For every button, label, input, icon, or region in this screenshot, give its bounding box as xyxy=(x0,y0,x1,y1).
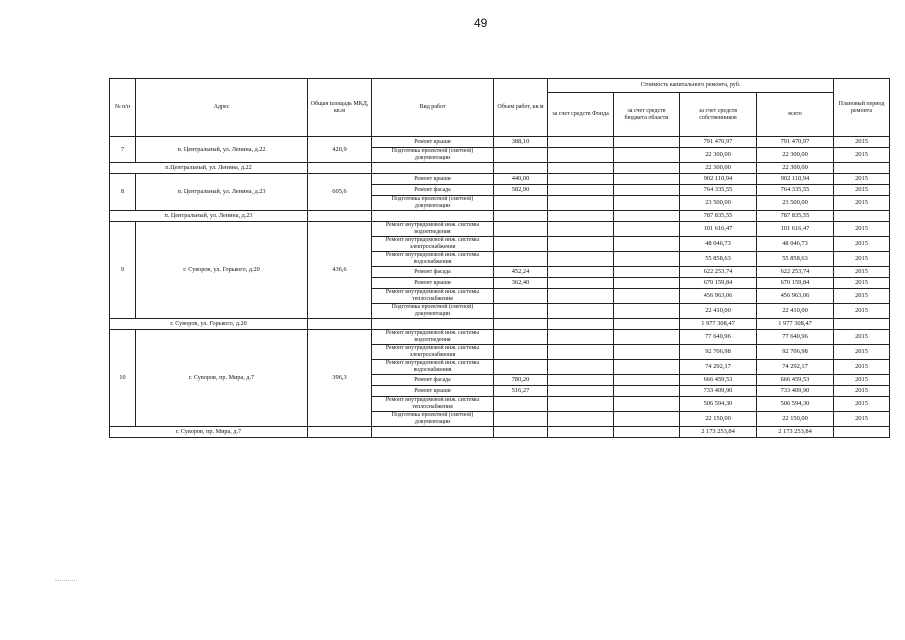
total-cost-cell: 764 335,55 xyxy=(757,185,834,196)
volume-cell xyxy=(494,304,548,319)
subtotal-volume xyxy=(494,427,548,438)
period-cell: 2015 xyxy=(834,360,890,375)
subtotal-fund xyxy=(548,163,614,174)
subtotal-period xyxy=(834,211,890,222)
fund-cell xyxy=(548,386,614,397)
total-cost-cell: 902 110,94 xyxy=(757,174,834,185)
total-cost-cell: 506 594,30 xyxy=(757,397,834,412)
header-volume: Объем работ, кв.м xyxy=(494,79,548,137)
total-cost-cell: 22 300,00 xyxy=(757,148,834,163)
subtotal-row xyxy=(110,427,890,438)
total-cost-cell: 77 640,96 xyxy=(757,330,834,345)
fund-cell xyxy=(548,185,614,196)
volume-cell xyxy=(494,330,548,345)
volume-cell xyxy=(494,222,548,237)
work-type-cell: Ремонт внутридомовой инж. системы теплоснабжения xyxy=(372,289,494,304)
header-owners: за счет средств собственников xyxy=(680,93,757,137)
volume-cell: 388,10 xyxy=(494,137,548,148)
table-row xyxy=(110,222,890,237)
fund-cell xyxy=(548,289,614,304)
subtotal-address: г. Суворов, пр. Мира, д.7 xyxy=(110,427,308,438)
budget-cell xyxy=(614,196,680,211)
owners-cost-cell: 77 640,96 xyxy=(680,330,757,345)
subtotal-volume xyxy=(494,211,548,222)
table-row xyxy=(110,330,890,345)
owners-cost-cell: 22 150,00 xyxy=(680,412,757,427)
fund-cell xyxy=(548,397,614,412)
area-cell: 605,6 xyxy=(308,174,372,211)
total-cost-cell: 101 616,47 xyxy=(757,222,834,237)
total-cost-cell: 55 858,63 xyxy=(757,252,834,267)
period-cell: 2015 xyxy=(834,412,890,427)
period-cell: 2015 xyxy=(834,174,890,185)
fund-cell xyxy=(548,174,614,185)
work-type-cell: Ремонт внутридомовой инж. системы водоснабжения xyxy=(372,252,494,267)
subtotal-budget xyxy=(614,427,680,438)
fund-cell xyxy=(548,360,614,375)
period-cell: 2015 xyxy=(834,185,890,196)
owners-cost-cell: 22 300,00 xyxy=(680,148,757,163)
period-cell: 2015 xyxy=(834,330,890,345)
subtotal-total: 1 977 308,47 xyxy=(757,319,834,330)
subtotal-total: 22 300,00 xyxy=(757,163,834,174)
fund-cell xyxy=(548,278,614,289)
subtotal-period xyxy=(834,163,890,174)
budget-cell xyxy=(614,137,680,148)
address-cell: п. Центральный, ул. Ленина, д.22 xyxy=(136,137,308,163)
subtotal-total: 2 173 253,84 xyxy=(757,427,834,438)
subtotal-address: п. Центральный, ул. Ленина, д.23 xyxy=(110,211,308,222)
owners-cost-cell: 733 409,90 xyxy=(680,386,757,397)
subtotal-address: п.Центральный, ул. Ленина, д.22 xyxy=(110,163,308,174)
subtotal-total: 787 835,55 xyxy=(757,211,834,222)
total-cost-cell: 22 410,00 xyxy=(757,304,834,319)
volume-cell xyxy=(494,345,548,360)
row-number: 10 xyxy=(110,330,136,427)
subtotal-budget xyxy=(614,211,680,222)
area-cell: 436,6 xyxy=(308,222,372,319)
subtotal-area xyxy=(308,427,372,438)
period-cell: 2015 xyxy=(834,222,890,237)
fund-cell xyxy=(548,330,614,345)
table-body xyxy=(110,137,890,438)
area-cell: 420,9 xyxy=(308,137,372,163)
volume-cell: 452,24 xyxy=(494,267,548,278)
capital-repair-table xyxy=(109,78,890,438)
total-cost-cell: 670 159,84 xyxy=(757,278,834,289)
work-type-cell: Ремонт внутридомовой инж. системы электроснабжения xyxy=(372,237,494,252)
subtotal-work xyxy=(372,211,494,222)
table-row xyxy=(110,137,890,148)
header-address: Адрес xyxy=(136,79,308,137)
fund-cell xyxy=(548,148,614,163)
budget-cell xyxy=(614,345,680,360)
page-number: 49 xyxy=(474,16,488,30)
table-row xyxy=(110,174,890,185)
period-cell: 2015 xyxy=(834,304,890,319)
volume-cell xyxy=(494,148,548,163)
owners-cost-cell: 74 292,17 xyxy=(680,360,757,375)
work-type-cell: Ремонт внутридомовой инж. системы теплоснабжения xyxy=(372,397,494,412)
work-type-cell: Ремонт внутридомовой инж. системы водоотведения xyxy=(372,222,494,237)
volume-cell xyxy=(494,397,548,412)
volume-cell xyxy=(494,252,548,267)
budget-cell xyxy=(614,304,680,319)
period-cell: 2015 xyxy=(834,267,890,278)
budget-cell xyxy=(614,148,680,163)
period-cell: 2015 xyxy=(834,148,890,163)
row-number: 7 xyxy=(110,137,136,163)
header-total: всего xyxy=(757,93,834,137)
subtotal-volume xyxy=(494,319,548,330)
subtotal-owners: 787 835,55 xyxy=(680,211,757,222)
subtotal-area xyxy=(308,319,372,330)
subtotal-area xyxy=(308,163,372,174)
period-cell: 2015 xyxy=(834,278,890,289)
volume-cell xyxy=(494,360,548,375)
address-cell: г. Суворов, пр. Мира, д.7 xyxy=(136,330,308,427)
owners-cost-cell: 791 470,97 xyxy=(680,137,757,148)
total-cost-cell: 791 470,97 xyxy=(757,137,834,148)
subtotal-work xyxy=(372,319,494,330)
work-type-cell: Подготовка проектной (сметной) документации xyxy=(372,304,494,319)
budget-cell xyxy=(614,330,680,345)
address-cell: п. Центральный, ул. Ленина, д.23 xyxy=(136,174,308,211)
fund-cell xyxy=(548,345,614,360)
subtotal-budget xyxy=(614,163,680,174)
work-type-cell: Ремонт фасада xyxy=(372,267,494,278)
budget-cell xyxy=(614,237,680,252)
budget-cell xyxy=(614,267,680,278)
budget-cell xyxy=(614,222,680,237)
fund-cell xyxy=(548,252,614,267)
budget-cell xyxy=(614,174,680,185)
owners-cost-cell: 48 046,73 xyxy=(680,237,757,252)
work-type-cell: Ремонт внутридомовой инж. системы водоотведения xyxy=(372,330,494,345)
period-cell: 2015 xyxy=(834,137,890,148)
period-cell: 2015 xyxy=(834,289,890,304)
period-cell: 2015 xyxy=(834,237,890,252)
work-type-cell: Ремонт фасада xyxy=(372,375,494,386)
owners-cost-cell: 902 110,94 xyxy=(680,174,757,185)
fund-cell xyxy=(548,137,614,148)
owners-cost-cell: 506 594,30 xyxy=(680,397,757,412)
budget-cell xyxy=(614,185,680,196)
subtotal-work xyxy=(372,163,494,174)
subtotal-fund xyxy=(548,427,614,438)
subtotal-address: г. Суворов, ул. Горького, д.20 xyxy=(110,319,308,330)
work-type-cell: Подготовка проектной (сметной) документации xyxy=(372,412,494,427)
period-cell: 2015 xyxy=(834,386,890,397)
work-type-cell: Ремонт крыши xyxy=(372,174,494,185)
fund-cell xyxy=(548,237,614,252)
fund-cell xyxy=(548,304,614,319)
fund-cell xyxy=(548,267,614,278)
budget-cell xyxy=(614,278,680,289)
scan-artifact xyxy=(55,580,77,595)
owners-cost-cell: 23 500,00 xyxy=(680,196,757,211)
subtotal-volume xyxy=(494,163,548,174)
fund-cell xyxy=(548,196,614,211)
owners-cost-cell: 456 963,06 xyxy=(680,289,757,304)
fund-cell xyxy=(548,222,614,237)
volume-cell: 780,20 xyxy=(494,375,548,386)
work-type-cell: Ремонт крыши xyxy=(372,278,494,289)
period-cell: 2015 xyxy=(834,196,890,211)
owners-cost-cell: 622 253,74 xyxy=(680,267,757,278)
budget-cell xyxy=(614,397,680,412)
budget-cell xyxy=(614,412,680,427)
work-type-cell: Ремонт внутридомовой инж. системы электроснабжения xyxy=(372,345,494,360)
total-cost-cell: 666 459,53 xyxy=(757,375,834,386)
work-type-cell: Ремонт крыши xyxy=(372,137,494,148)
period-cell: 2015 xyxy=(834,252,890,267)
total-cost-cell: 22 150,00 xyxy=(757,412,834,427)
owners-cost-cell: 22 410,00 xyxy=(680,304,757,319)
volume-cell xyxy=(494,412,548,427)
fund-cell xyxy=(548,375,614,386)
work-type-cell: Ремонт внутридомовой инж. системы водоснабжения xyxy=(372,360,494,375)
subtotal-period xyxy=(834,427,890,438)
header-num: № п/п xyxy=(110,79,136,137)
header-area: Общая площадь МКД, кв.м xyxy=(308,79,372,137)
volume-cell: 362,40 xyxy=(494,278,548,289)
total-cost-cell: 622 253,74 xyxy=(757,267,834,278)
row-number: 9 xyxy=(110,222,136,319)
work-type-cell: Ремонт фасада xyxy=(372,185,494,196)
header-budget: за счет средств бюджета области xyxy=(614,93,680,137)
address-cell: г. Суворов, ул. Горького, д.20 xyxy=(136,222,308,319)
subtotal-row xyxy=(110,319,890,330)
subtotal-owners: 22 300,00 xyxy=(680,163,757,174)
volume-cell: 440,00 xyxy=(494,174,548,185)
period-cell: 2015 xyxy=(834,397,890,412)
work-type-cell: Ремонт крыши xyxy=(372,386,494,397)
subtotal-row xyxy=(110,211,890,222)
owners-cost-cell: 55 858,63 xyxy=(680,252,757,267)
work-type-cell: Подготовка проектной (сметной) документации xyxy=(372,196,494,211)
owners-cost-cell: 764 335,55 xyxy=(680,185,757,196)
volume-cell xyxy=(494,196,548,211)
header-work-type: Вид работ xyxy=(372,79,494,137)
budget-cell xyxy=(614,375,680,386)
total-cost-cell: 23 500,00 xyxy=(757,196,834,211)
budget-cell xyxy=(614,360,680,375)
subtotal-budget xyxy=(614,319,680,330)
period-cell: 2015 xyxy=(834,345,890,360)
header-cost-group: Стоимость капитального ремонта, руб. xyxy=(548,79,834,93)
total-cost-cell: 74 292,17 xyxy=(757,360,834,375)
budget-cell xyxy=(614,386,680,397)
volume-cell xyxy=(494,237,548,252)
total-cost-cell: 456 963,06 xyxy=(757,289,834,304)
period-cell: 2015 xyxy=(834,375,890,386)
header-fund: за счет средств Фонда xyxy=(548,93,614,137)
subtotal-period xyxy=(834,319,890,330)
subtotal-row xyxy=(110,163,890,174)
owners-cost-cell: 670 159,84 xyxy=(680,278,757,289)
subtotal-fund xyxy=(548,211,614,222)
total-cost-cell: 48 046,73 xyxy=(757,237,834,252)
subtotal-work xyxy=(372,427,494,438)
subtotal-area xyxy=(308,211,372,222)
volume-cell: 582,90 xyxy=(494,185,548,196)
area-cell: 396,3 xyxy=(308,330,372,427)
total-cost-cell: 733 409,90 xyxy=(757,386,834,397)
row-number: 8 xyxy=(110,174,136,211)
owners-cost-cell: 92 706,98 xyxy=(680,345,757,360)
subtotal-fund xyxy=(548,319,614,330)
volume-cell: 516,27 xyxy=(494,386,548,397)
fund-cell xyxy=(548,412,614,427)
budget-cell xyxy=(614,252,680,267)
subtotal-owners: 1 977 308,47 xyxy=(680,319,757,330)
subtotal-owners: 2 173 253,84 xyxy=(680,427,757,438)
total-cost-cell: 92 706,98 xyxy=(757,345,834,360)
work-type-cell: Подготовка проектной (сметной) документации xyxy=(372,148,494,163)
budget-cell xyxy=(614,289,680,304)
owners-cost-cell: 101 616,47 xyxy=(680,222,757,237)
owners-cost-cell: 666 459,53 xyxy=(680,375,757,386)
header-period: Плановый период ремонта xyxy=(834,79,890,137)
volume-cell xyxy=(494,289,548,304)
